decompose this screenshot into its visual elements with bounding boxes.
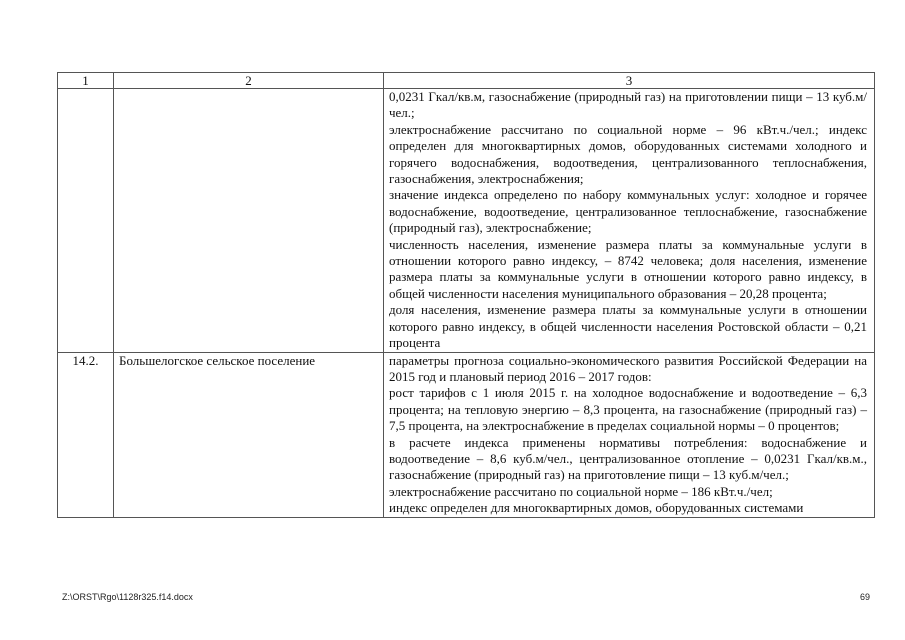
column-header-1: 1	[58, 73, 114, 89]
row-number	[58, 89, 114, 353]
row-municipality-name	[114, 89, 384, 353]
column-header-2: 2	[114, 73, 384, 89]
description-paragraph: численность населения, изменение размера платы за коммунальные услуги в отношении которого равно индексу, – 8742 человека; доля населения, изменение размера платы за коммунальные услуги в отношении которого равно индексу, в общей численности населения муниципального образования – 20,28 процента;	[389, 236, 867, 301]
row-number: 14.2.	[58, 352, 114, 517]
data-table	[57, 72, 875, 518]
description-paragraph: значение индекса определено по набору коммунальных услуг: холодное и горячее водоснабжение, водоотведение, централизованное теплоснабжение, газоснабжение (природный газ), электроснабжение;	[389, 187, 867, 236]
description-paragraph: рост тарифов с 1 июля 2015 г. на холодное водоснабжение и водоотведение – 6,3 процента; на тепловую энергию – 8,3 процента, на газоснабжение (природный газ) – 7,5 процента, на электроснабжение в пределах социальной нормы – 0 процентов;	[389, 385, 867, 434]
table-row	[58, 89, 875, 353]
description-paragraph: доля населения, изменение размера платы за коммунальные услуги в отношении которого равно индексу, в общей численности населения Ростовской области – 0,21 процента	[389, 302, 867, 351]
description-paragraph: индекс определен для многоквартирных домов, оборудованных системами	[389, 500, 804, 516]
description-paragraph: в расчете индекса применены нормативы потребления: водоснабжение и водоотведение – 8,6 куб.м/чел., централизованное отопление – 0,0231 Гкал/кв.м., газоснабжение (природный газ) на приготовление пищи – 13 куб.м/чел.;	[389, 434, 867, 483]
description-paragraph: параметры прогноза социально-экономического развития Российской Федерации на 2015 год и плановый период 2016 – 2017 годов:	[389, 352, 867, 384]
description-paragraph: электроснабжение рассчитано по социальной норме – 96 кВт.ч./чел.; индекс определен для многоквартирных домов, оборудованных системами холодного и горячего водоснабжения, водоотведения, централизованного теплоснабжения, газоснабжения, электроснабжения;	[389, 121, 867, 187]
footer-page-number: 69	[859, 592, 870, 602]
description-paragraph: 0,0231 Гкал/кв.м, газоснабжение (природный газ) на приготовлении пищи – 13 куб.м/чел.;	[389, 89, 867, 121]
column-header-3: 3	[384, 73, 875, 89]
row-description	[384, 352, 875, 517]
footer-file-path: Z:\ORST\Rgo\1128r325.f14.docx	[62, 592, 193, 602]
table-header-row	[58, 73, 875, 89]
row-description	[384, 89, 875, 353]
row-municipality-name: Большелогское сельское поселение	[114, 352, 384, 517]
description-paragraph: электроснабжение рассчитано по социальной норме – 186 кВт.ч./чел;	[389, 483, 773, 499]
table-row	[58, 352, 875, 517]
